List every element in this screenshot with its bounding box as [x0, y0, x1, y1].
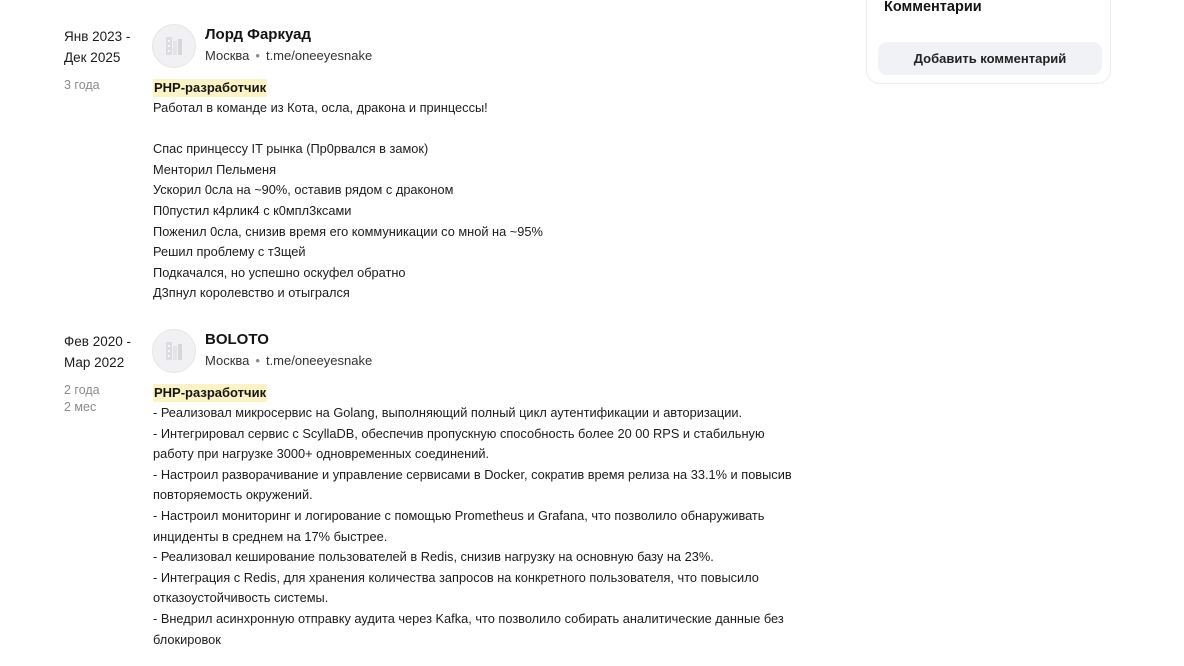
company-meta	[205, 47, 372, 65]
description-line: - Настроил разворачивание и управление сервисами в Docker, сократив время релиза на 33.1% и повысив	[153, 466, 792, 482]
building-placeholder-icon	[162, 34, 186, 58]
company-city: Москва	[205, 353, 250, 368]
building-placeholder-icon	[162, 339, 186, 363]
description-line: Д3пнул королевство и отыгрался	[153, 285, 350, 301]
description-line: Поженил 0сла, снизив время его коммуникации со мной на ~95%	[153, 223, 543, 239]
experience-duration	[64, 382, 100, 416]
description-line	[153, 119, 843, 140]
description-line: - Интегрировал сервис с ScyllaDB, обеспечив пропускную способность более 20 00 RPS и стабильную	[153, 425, 765, 441]
company-meta	[205, 352, 372, 370]
company-link[interactable]: t.me/oneeyesnake	[265, 353, 373, 368]
separator-dot: •	[255, 48, 260, 63]
description-line: повторяемость окружений.	[153, 487, 313, 503]
description-line: работу при нагрузке 3000+ одновременных соединений.	[153, 446, 490, 462]
description-line: блокировок	[153, 631, 221, 647]
period-start: Фев 2020 -	[64, 334, 131, 349]
job-role: PHP-разработчик	[154, 80, 267, 95]
experience-period	[64, 26, 144, 68]
experience-duration	[64, 77, 100, 94]
description-line: - Внедрил асинхронную отправку аудита через Kafka, что позволило собирать аналитические данные без	[153, 610, 784, 626]
company-logo	[152, 24, 196, 68]
experience-period	[64, 331, 144, 373]
description-line: - Настроил мониторинг и логирование с помощью Prometheus и Grafana, что позволило обнаруживать	[153, 507, 765, 523]
period-start: Янв 2023 -	[64, 29, 131, 44]
comments-card	[866, 0, 1111, 84]
description-line: Решил проблему с т3щей	[153, 244, 306, 260]
duration-line: 2 мес	[64, 400, 97, 414]
period-end: Мар 2022	[64, 355, 125, 370]
description-line: Ускорил 0сла на ~90%, оставив рядом с драконом	[153, 182, 454, 198]
job-description	[153, 403, 843, 650]
comments-title: Комментарии	[884, 0, 982, 15]
description-line: П0пустил к4рлик4 с к0мпл3ксами	[153, 202, 352, 218]
duration-line: 2 года	[64, 383, 100, 397]
description-line: инциденты в среднем на 17% быстрее.	[153, 528, 388, 544]
description-line: Менторил Пельменя	[153, 161, 277, 177]
company-name[interactable]: Лорд Фаркуад	[205, 26, 311, 43]
add-comment-button[interactable]: Добавить комментарий	[878, 42, 1102, 75]
job-role: PHP-разработчик	[154, 385, 267, 400]
company-link[interactable]: t.me/oneeyesnake	[265, 48, 373, 63]
duration-line: 3 года	[64, 78, 100, 92]
description-line: - Реализовал микросервис на Golang, выполняющий полный цикл аутентификации и авторизации.	[153, 405, 743, 420]
company-name[interactable]: BOLOTO	[205, 331, 269, 348]
company-logo	[152, 329, 196, 373]
description-line: - Реализовал кеширование пользователей в Redis, снизив нагрузку на основную базу на 23%.	[153, 549, 714, 565]
description-line: отказоустойчивость системы.	[153, 590, 329, 606]
description-line: - Интеграция с Redis, для хранения количества запросов на конкретного пользователя, что повысило	[153, 569, 759, 585]
company-city: Москва	[205, 48, 250, 63]
separator-dot: •	[255, 353, 260, 368]
description-line: Спас принцессу IT рынка (Пр0рвался в замок)	[153, 141, 429, 157]
period-end: Дек 2025	[64, 50, 121, 65]
job-description	[153, 98, 843, 304]
description-line: Работал в команде из Кота, осла, дракона и принцессы!	[153, 100, 488, 115]
description-line: Подкачался, но успешно оскуфел обратно	[153, 264, 406, 280]
